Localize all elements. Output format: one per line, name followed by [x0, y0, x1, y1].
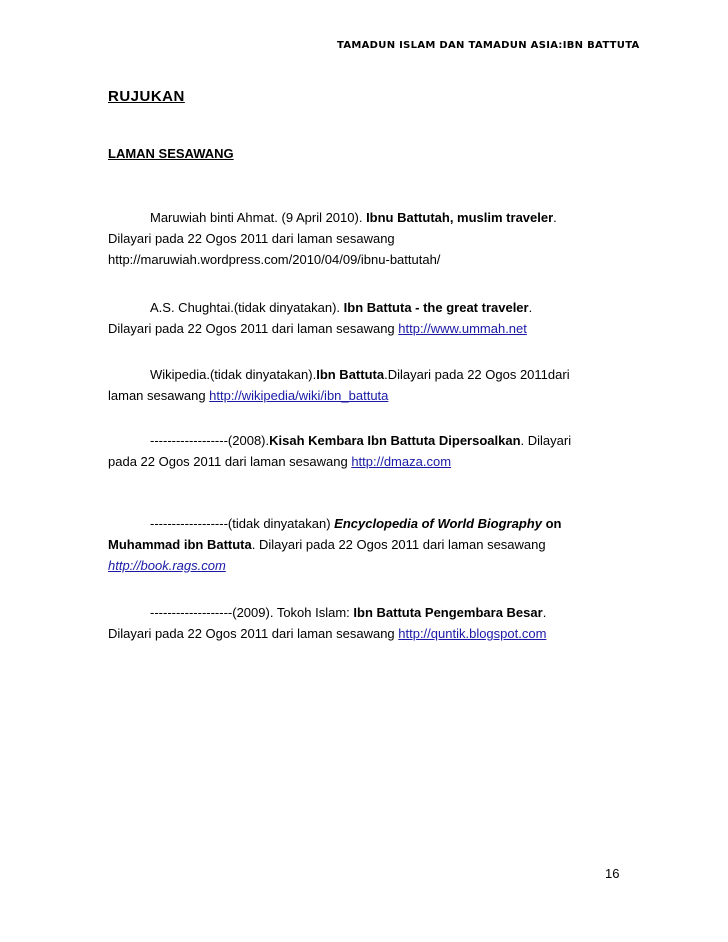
reference-entry: A.S. Chughtai.(tidak dinyatakan). Ibn Battuta - the great traveler. Dilayari pada 22 Ogos 2011 dari laman sesawang http://www.ummah.net	[108, 300, 533, 336]
reference-link[interactable]: http://dmaza.com	[351, 454, 452, 469]
running-header: TAMADUN ISLAM DAN TAMADUN ASIA:IBN BATTUTA	[337, 40, 640, 51]
reference-title: Encyclopedia of World Biography	[334, 516, 542, 531]
reference-title: Ibn Battuta - the great traveler	[343, 300, 529, 315]
reference-link[interactable]: http://book.rags.com	[108, 558, 226, 573]
reference-link[interactable]: http://www.ummah.net	[398, 321, 527, 336]
page-title: RUJUKAN	[108, 88, 185, 105]
reference-title: Kisah Kembara Ibn Battuta Dipersoalkan	[269, 433, 521, 448]
reference-title: Ibnu Battutah, muslim traveler	[366, 210, 554, 225]
reference-entry: ------------------(tidak dinyatakan) Encyclopedia of World Biography on Muhammad ibn Battuta. Dilayari pada 22 Ogos 2011 dari laman sesawang http://book.rags.com	[108, 516, 562, 573]
reference-title: Ibn Battuta	[316, 367, 385, 382]
reference-link[interactable]: http://wikipedia/wiki/ibn_battuta	[209, 388, 389, 403]
reference-entry: Maruwiah binti Ahmat. (9 April 2010). Ibnu Battutah, muslim traveler. Dilayari pada 22 Ogos 2011 dari laman sesawang http://maruwiah.wordpress.com/2010/04/09/ibnu-battutah/	[108, 207, 628, 270]
reference-entry: -------------------(2009). Tokoh Islam: Ibn Battuta Pengembara Besar. Dilayari pada 22 Ogos 2011 dari laman sesawang http://quntik.blogspot.com	[108, 605, 547, 641]
reference-url: http://maruwiah.wordpress.com/2010/04/09/ibnu-battutah/	[108, 252, 441, 267]
section-heading: LAMAN SESAWANG	[108, 146, 234, 161]
reference-link[interactable]: http://quntik.blogspot.com	[398, 626, 547, 641]
reference-title: Ibn Battuta Pengembara Besar	[353, 605, 543, 620]
reference-entry: Wikipedia.(tidak dinyatakan).Ibn Battuta.Dilayari pada 22 Ogos 2011dari laman sesawang http://wikipedia/wiki/ibn_battuta	[108, 367, 570, 403]
reference-entry: ------------------(2008).Kisah Kembara Ibn Battuta Dipersoalkan. Dilayari pada 22 Ogos 2011 dari laman sesawang http://dmaza.com	[108, 433, 572, 469]
page-number: 16	[605, 866, 620, 881]
